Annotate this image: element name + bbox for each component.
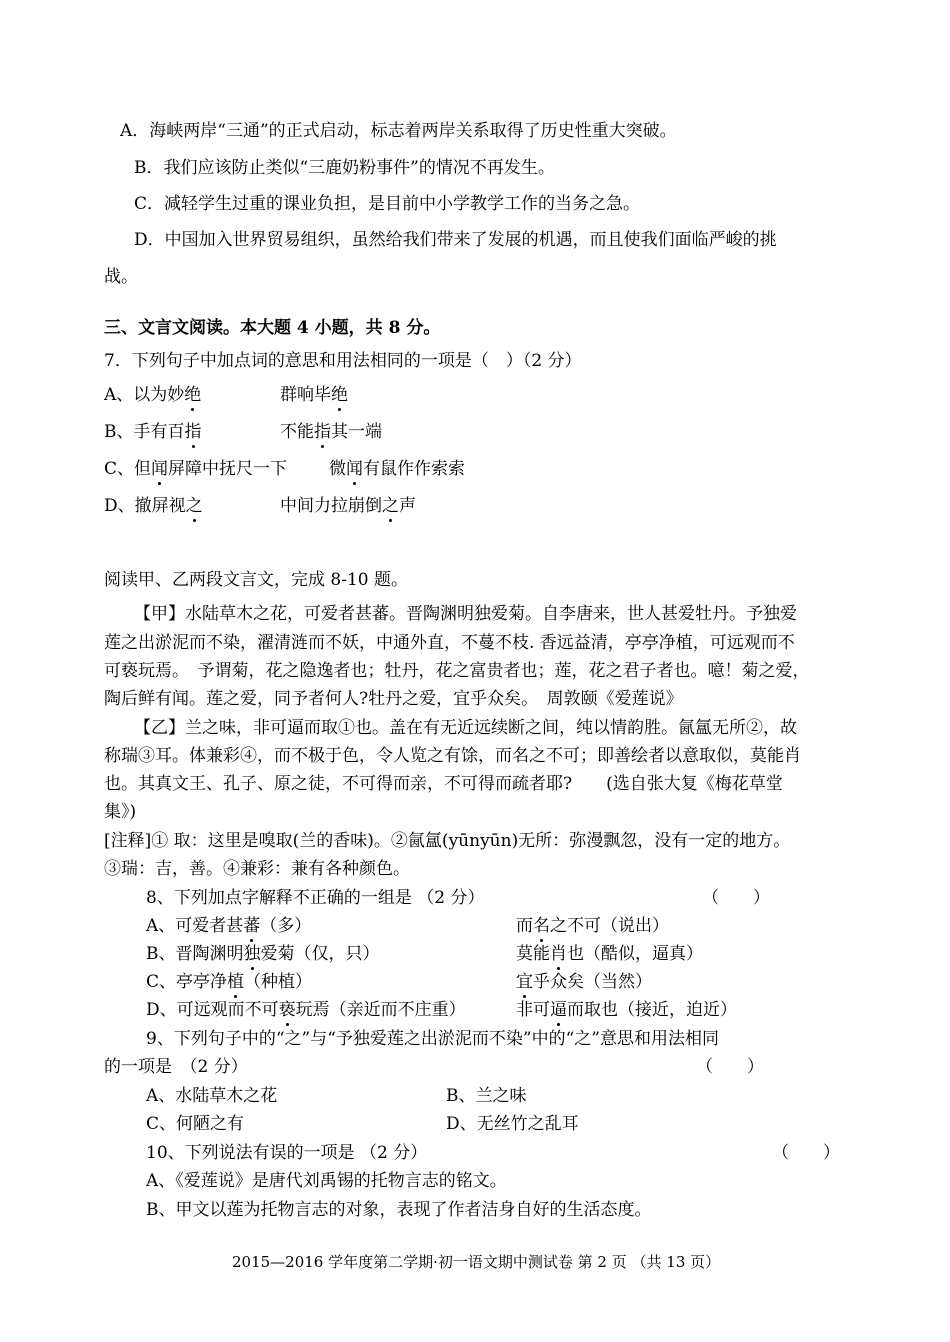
emphasis-dot-char: 指 [314,422,331,442]
passage-jia-line2: 莲之出淤泥而不染，濯清涟而不妖，中通外直，不蔓不枝. 香远益清，亭亭净植，可远观而不 [104,633,795,653]
q8-option-b-left: B、晋陶渊明独爱菊（仅，只） [146,944,380,964]
q8-option-d-left: D、可远观而不可亵玩焉（亲近而不庄重） [146,1000,466,1020]
emphasis-dot-char: 宜 [516,972,533,992]
emphasis-dot-char: 亵 [278,1000,296,1020]
q8-option-c-right: 宜乎众矣（当然） [516,972,652,992]
emphasis-dot-char: 肖 [550,944,567,964]
q7-option-c-right: 微闻有鼠作作索索 [329,459,465,479]
q9-answer-paren: （ ） [696,1057,764,1077]
q8-option-c-left: C、亭亭净植（种植） [146,972,313,992]
emphasis-dot-char: 之 [382,496,399,516]
q10-option-b: B、甲文以莲为托物言志的对象，表现了作者洁身自好的生活态度。 [146,1200,652,1220]
passage-jia-line4: 陶后鲜有闻。莲之爱，同予者何人?牡丹之爱，宜乎众矣。 周敦颐《爱莲说》 [104,689,683,709]
q8-option-d-right: 非可逼而取也（接近，迫近） [516,1000,737,1020]
passage-jia-line1: 【甲】水陆草木之花，可爱者甚蕃。晋陶渊明独爱菊。自李唐来，世人甚爱牡丹。予独爱 [134,604,797,624]
emphasis-dot-char: 指 [184,422,202,442]
page-footer: 2015—2016 学年度第二学期·初一语文期中测试卷 第 2 页 （共 13 页） [232,1253,721,1271]
annotation-line1: [注释]① 取：这里是嗅取(兰的香味)。②氤氲(yūnyūn)无所：弥漫飘忽，没有一定的地方。 [104,831,791,851]
passage-jia-line3: 可亵玩焉。 予谓菊，花之隐逸者也；牡丹，花之富贵者也；莲，花之君子者也。噫！菊之爱， [104,661,810,681]
q8-stem: 8、下列加点字解释不正确的一组是 （2 分） [146,888,485,908]
passage-yi-line2: 称瑞③耳。体兼彩④，而不极于色，令人览之有馀，而名之不可；即善绘者以意取似，莫能肖 [104,746,801,766]
emphasis-dot-char: 绝 [184,385,202,405]
q6-option-c: C．减轻学生过重的课业负担，是目前中小学教学工作的当务之急。 [134,194,641,214]
emphasis-dot-char: 闻 [151,459,169,479]
q7-option-b-left: B、手有百指 [104,422,202,442]
q9-option-d: D、无丝竹之乱耳 [446,1114,579,1134]
passage-yi-line3: 也。其真文王、孔子、原之徒，不可得而亲，不可得而疏者耶? (选自张大复《梅花草堂 [104,774,783,794]
q10-stem: 10、下列说法有误的一项是 （2 分） [146,1143,428,1163]
q8-option-a-right: 而名之不可（说出） [516,916,669,936]
q6-option-d-line1: D．中国加入世界贸易组织，虽然给我们带来了发展的机遇，而且使我们面临严峻的挑 [134,230,777,250]
q9-stem-line1: 9、下列句子中的“之”与“予独爱莲之出淤泥而不染”中的“之”意思和用法相同 [146,1029,719,1049]
q9-option-a: A、水陆草木之花 [146,1086,278,1106]
passage-yi-line1: 【乙】兰之味，非可逼而取①也。盖在有无近远续断之间，纯以情韵胜。氤氲无所②，故 [134,718,797,738]
q8-option-a-left: A、可爱者甚蕃（多） [146,916,312,936]
q9-stem-line2: 的一项是 （2 分） [104,1057,248,1077]
q7-option-c-left: C、但闻屏障中抚尺一下 [104,459,288,479]
q7-option-a-left: A、以为妙绝 [104,385,202,405]
q9-option-b: B、兰之味 [446,1086,527,1106]
q10-option-a: A、《爱莲说》是唐代刘禹锡的托物言志的铭文。 [146,1171,507,1191]
q7-option-b-right: 不能指其一端 [280,422,382,442]
q7-stem: 7．下列句子中加点词的意思和用法相同的一项是（ ）（2 分） [104,351,582,371]
reading-intro: 阅读甲、乙两段文言文，完成 8-10 题。 [104,570,408,590]
section-title: 三、文言文阅读。本大题 4 小题，共 8 分。 [104,318,441,338]
q8-answer-paren: （ ） [702,888,770,908]
emphasis-dot-char: 之 [185,496,203,516]
emphasis-dot-char: 绝 [331,385,348,405]
annotation-line2: ③瑞：吉，善。④兼彩：兼有各种颜色。 [104,859,410,879]
q6-option-b: B．我们应该防止类似“三鹿奶粉事件”的情况不再发生。 [134,158,555,178]
q7-option-a-right: 群响毕绝 [280,385,348,405]
q6-option-a: A．海峡两岸“三通”的正式启动，标志着两岸关系取得了历史性重大突破。 [120,121,677,141]
q7-option-d-right: 中间力拉崩倒之声 [280,496,416,516]
emphasis-dot-char: 名 [533,916,550,936]
emphasis-dot-char: 独 [243,944,261,964]
q8-option-b-right: 莫能肖也（酷似，逼真） [516,944,703,964]
emphasis-dot-char: 逼 [550,1000,567,1020]
emphasis-dot-char: 蕃 [243,916,261,936]
q9-option-c: C、何陋之有 [146,1114,245,1134]
emphasis-dot-char: 植 [227,972,245,992]
q10-answer-paren: （ ） [772,1143,840,1163]
emphasis-dot-char: 闻 [346,459,363,479]
q6-option-d-line2: 战。 [104,267,138,287]
q7-option-d-left: D、撤屏视之 [104,496,203,516]
passage-yi-line4: 集》) [104,802,137,822]
